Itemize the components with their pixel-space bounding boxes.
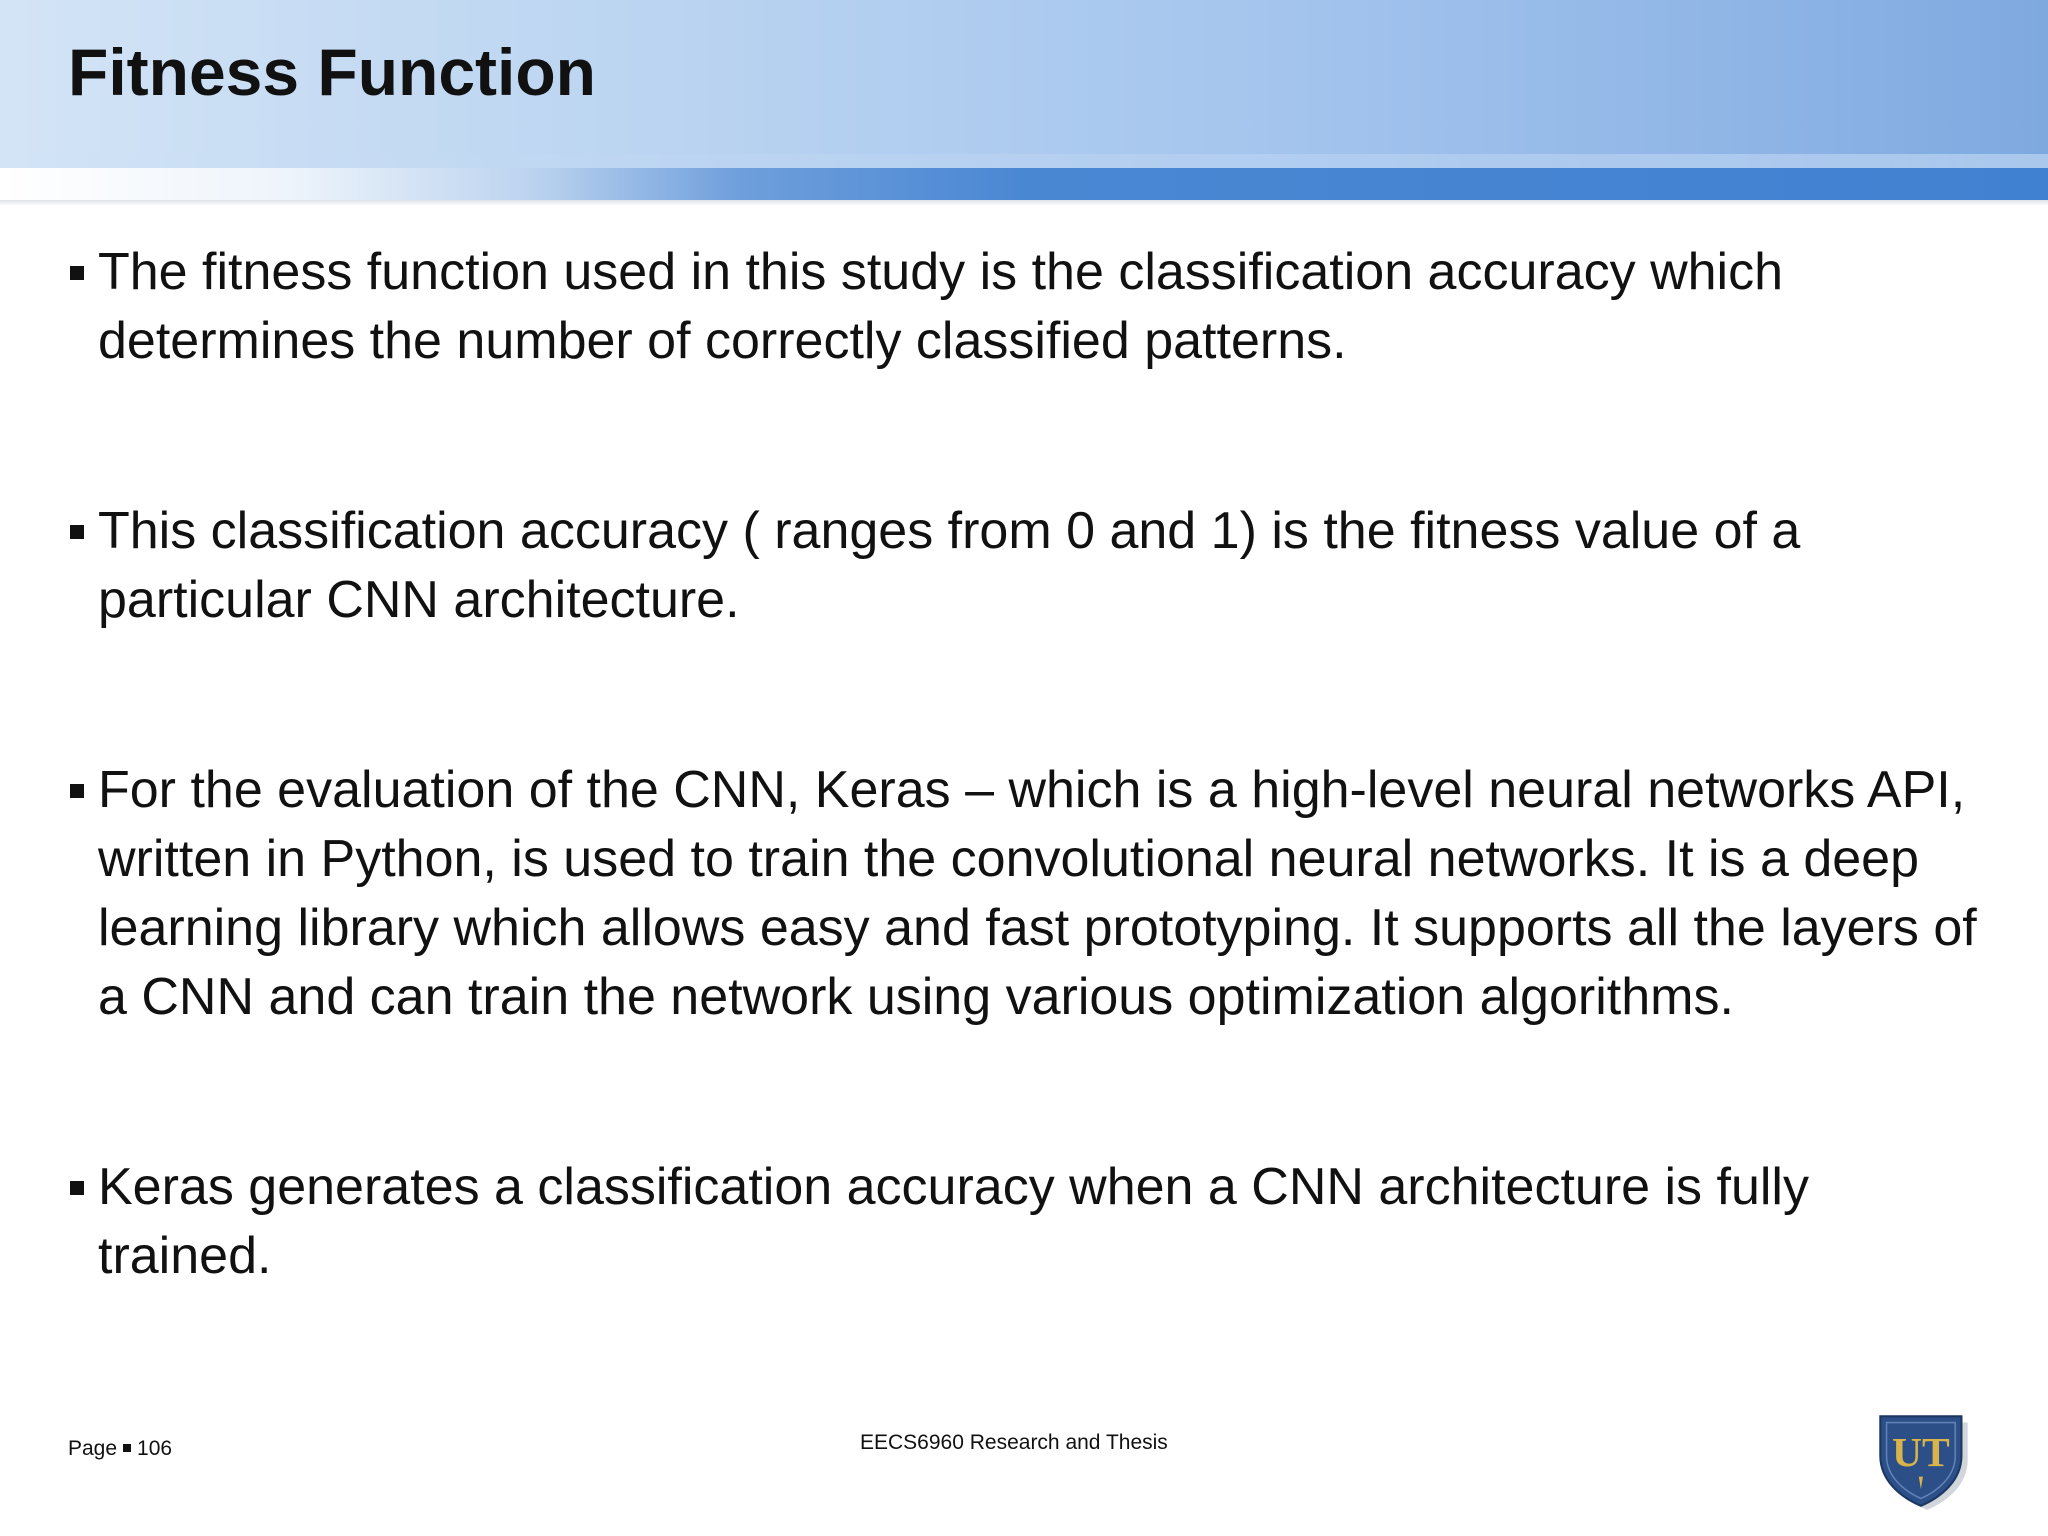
page-label: Page bbox=[68, 1437, 118, 1460]
page-number bbox=[68, 1436, 172, 1462]
bullet-item bbox=[68, 238, 1988, 376]
bullet-text: Keras generates a classification accuracy when a CNN architecture is fully trained. bbox=[98, 1158, 1809, 1285]
bullet-text: This classification accuracy ( ranges from 0 and 1) is the fitness value of a particular CNN architecture. bbox=[98, 502, 1801, 629]
bullet-item bbox=[68, 756, 1988, 1032]
square-bullet-icon bbox=[70, 525, 84, 539]
bullet-item bbox=[68, 1153, 1988, 1291]
logo-letters: UT bbox=[1891, 1429, 1950, 1476]
header-accent-bar bbox=[0, 168, 2048, 200]
header-accent-shadow bbox=[0, 200, 2048, 206]
square-bullet-icon bbox=[70, 1181, 84, 1195]
ut-shield-logo-icon bbox=[1872, 1408, 1976, 1512]
square-bullet-icon bbox=[70, 266, 84, 280]
bullet-text: The fitness function used in this study is the classification accuracy which determines the number of correctly classified patterns. bbox=[98, 243, 1784, 370]
page-number-value: 106 bbox=[137, 1437, 173, 1460]
bullet-text: For the evaluation of the CNN, Keras – which is a high-level neural networks API, written in Python, is used to train the convolutional neural networks. It is a deep learning library which allows easy and fast prototyping. It supports all the layers of a CNN and can train the network using various optimization algorithms. bbox=[98, 761, 1977, 1026]
slide-title: Fitness Function bbox=[68, 35, 596, 109]
course-footer: EECS6960 Research and Thesis bbox=[860, 1431, 1168, 1454]
square-separator-icon bbox=[123, 1444, 131, 1452]
square-bullet-icon bbox=[70, 784, 84, 798]
bullet-item bbox=[68, 497, 1988, 635]
bullet-list bbox=[68, 238, 1988, 1291]
